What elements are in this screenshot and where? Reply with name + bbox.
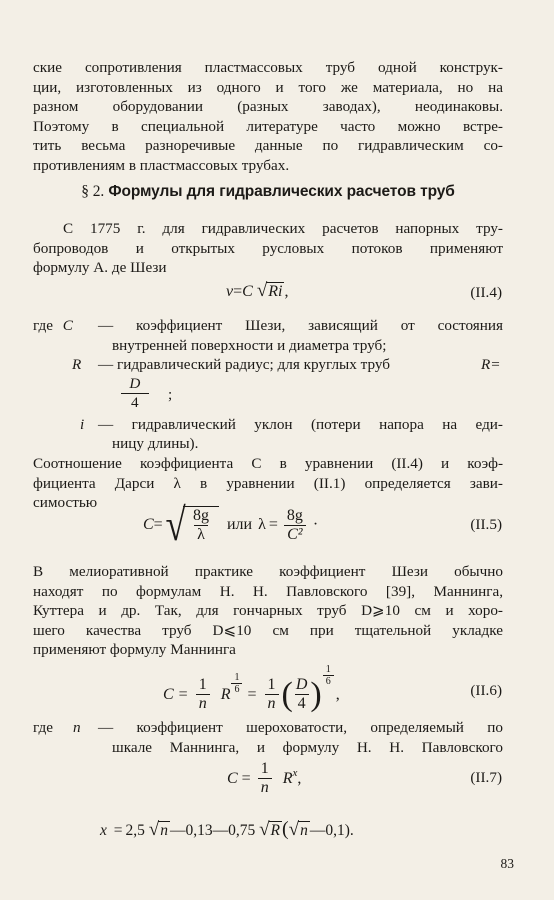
text-line: Куттера и др. Так, для гончарных труб D⩾10 см и хоро- [33, 602, 503, 620]
var-x: x [100, 822, 107, 839]
equals-sign: = [268, 516, 278, 533]
where-word: где [33, 719, 53, 736]
definition-text: ницу длины). [112, 435, 199, 453]
radicand [266, 282, 284, 301]
definition-text: — коэффициент шероховатости, определяемый по [98, 719, 503, 736]
text-line: противлениям в пластмассовых трубах. [33, 156, 290, 174]
denominator: 6 [323, 675, 334, 687]
def-row-C-cont [33, 336, 503, 356]
numerator: 1 [260, 760, 269, 777]
var-R: R [282, 769, 293, 787]
open-paren: ( [281, 818, 289, 840]
radicand-text: n [160, 822, 168, 839]
exponent-1-over-6 [231, 672, 242, 695]
equals-sign: = [178, 685, 188, 703]
number: —0,1). [309, 822, 354, 839]
definition-text: внутренней поверхности и диаметра труб; [112, 336, 387, 354]
equation-exponent-x [100, 818, 354, 841]
radicand [269, 821, 282, 840]
text-line: фициента Дарси λ в уравнении (II.1) определяется зави- [33, 474, 503, 492]
numerator: 1 [325, 664, 331, 675]
text-line: В мелиоративной практике коэффициент Шези обычно [33, 563, 503, 580]
definitions-list-n [33, 718, 503, 757]
fraction-D-over-4 [121, 375, 149, 412]
denominator: 4 [295, 694, 309, 713]
equation-chezy-darcy [143, 499, 319, 550]
definitions-list [33, 316, 503, 454]
var-C: C [143, 516, 154, 533]
def-row-n-cont [33, 738, 503, 758]
fraction-8g-over-lambda [190, 507, 212, 544]
symbol: R [72, 356, 82, 374]
text-line: С 1775 г. для гидравлических расчетов напорных тру- [63, 220, 503, 237]
denominator: λ [194, 525, 208, 544]
fraction-1-over-n [258, 760, 272, 797]
section-number: § 2. [81, 183, 105, 200]
var-lambda: λ [258, 516, 266, 533]
equation-number: (II.4) [470, 284, 502, 301]
fraction-8g-over-C2 [284, 507, 306, 544]
exponent-x: x [292, 766, 298, 779]
equals-sign: = [241, 769, 251, 787]
radicand [158, 821, 170, 840]
text-line: шего качества труб D⩽10 см при тщательной укладке [33, 621, 503, 639]
symbol: C [62, 317, 73, 334]
fraction-1-over-n [265, 676, 279, 713]
text-line: симостью [33, 494, 98, 512]
numerator: 1 [198, 676, 207, 693]
paragraph-chezy-intro [33, 219, 503, 278]
equation-number: (II.6) [470, 682, 502, 699]
sqrt-symbol: √ [259, 819, 270, 840]
where-word: где [33, 317, 53, 334]
text-line: Поэтому в специальной литературе часто можно встре- [33, 117, 503, 135]
var-C: C [242, 283, 253, 300]
page-number: 83 [500, 856, 514, 871]
exponent-1-over-6 [323, 664, 334, 687]
definition-text: — гидравлический радиус; для круглых труб [98, 356, 390, 374]
sqrt-symbol: √ [288, 819, 300, 840]
definition-text: — гидравлический уклон (потери напора на еди- [98, 415, 503, 433]
radicand-text: n [300, 822, 308, 839]
var-C: C [163, 685, 174, 703]
definition-text: — коэффициент Шези, зависящий от состояния [98, 317, 503, 334]
radicand [183, 506, 219, 544]
text-line: тить весьма разноречивые данные по гидравлическим со- [33, 137, 503, 155]
equation-chezy [226, 280, 288, 302]
punct: , [335, 685, 340, 703]
numerator: 8g [286, 506, 303, 524]
equation-number: (II.5) [470, 516, 502, 533]
equals-sign: = [247, 685, 257, 703]
equation-pavlovsky [227, 760, 301, 797]
var-v: v [226, 283, 234, 300]
text-line: применяют формулу Маннинга [33, 641, 236, 659]
intro-paragraph [33, 58, 503, 176]
text-line: Соотношение коэффициента C в уравнении (II.4) и коэф- [33, 455, 503, 472]
numerator: D [129, 374, 141, 392]
numerator: 1 [234, 672, 240, 683]
radicand-text: R [270, 822, 280, 839]
def-row-C [33, 316, 503, 336]
radicand [298, 821, 310, 840]
denominator: 4 [121, 393, 149, 412]
denominator: 6 [231, 683, 242, 695]
denominator: n [196, 694, 210, 713]
fraction-1-over-n [196, 676, 210, 713]
punct: · [312, 516, 319, 533]
equation-manning [163, 664, 340, 725]
number: —0,13—0,75 [169, 822, 256, 839]
denominator: n [265, 694, 279, 713]
equals-sign: = [233, 283, 243, 300]
equation-number: (II.7) [470, 769, 502, 786]
equals-sign: = [113, 822, 123, 839]
var-R: R [220, 685, 231, 703]
sqrt-symbol: √ [165, 499, 186, 550]
punct: , [297, 769, 302, 787]
definition-text: шкале Маннинга, и формулу Н. Н. Павловского [112, 738, 503, 756]
def-row-n [33, 718, 503, 738]
open-paren: ( [281, 675, 293, 713]
or-word: или [226, 516, 253, 533]
punct: , [284, 283, 289, 300]
numerator: 1 [267, 676, 276, 693]
r-equals: R= [481, 356, 501, 374]
text-line: формулу А. де Шези [33, 259, 167, 277]
denominator: C² [284, 525, 305, 544]
def-row-R [33, 355, 503, 375]
close-paren: ) [310, 675, 322, 713]
text-line: бопроводов и открытых русловых потоков применяют [33, 239, 503, 257]
radicand-text: Ri [268, 283, 283, 300]
symbol: n [73, 719, 81, 736]
text-line: разном оборудовании (разных заводах), неодинаковы. [33, 98, 503, 116]
def-row-i [33, 415, 503, 435]
text-line: ские сопротивления пластмассовых труб одной конструк- [33, 59, 503, 76]
def-row-i-cont [33, 434, 503, 454]
sqrt-symbol: √ [256, 280, 268, 301]
numerator: 8g [192, 507, 209, 524]
var-C: C [227, 769, 238, 787]
section-title: Формулы для гидравлических расчетов труб [108, 183, 455, 200]
text-line: находят по формулам Н. Н. Павловского [39], Маннинга, [33, 582, 503, 600]
symbol: i [80, 415, 85, 433]
number: 2,5 [125, 822, 145, 839]
def-row-R-fraction [33, 375, 503, 415]
fraction-D-over-4 [293, 676, 311, 713]
punct: ; [168, 385, 173, 403]
sqrt-symbol: √ [148, 819, 160, 840]
numerator: D [295, 676, 308, 693]
section-heading [33, 183, 503, 201]
equals-sign: = [153, 516, 163, 533]
denominator: n [258, 778, 272, 797]
paragraph-manning [33, 562, 503, 660]
text-line: ции, изготовленных из одного и того же материала, но на [33, 78, 503, 96]
